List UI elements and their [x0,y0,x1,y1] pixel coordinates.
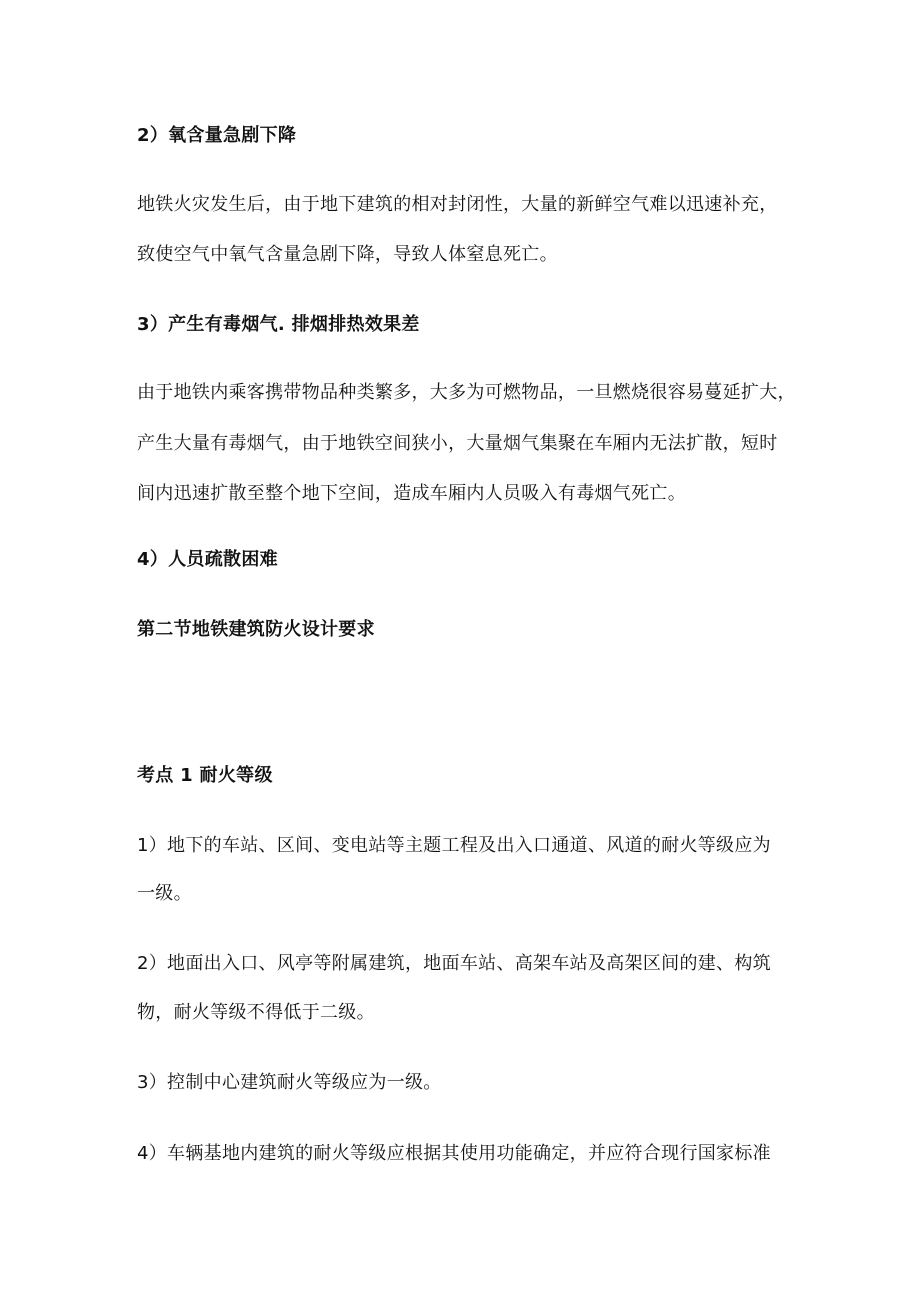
section-title: 第二节地铁建筑防火设计要求 [137,619,375,640]
heading-fire-rating: 考点 1 耐火等级 [137,765,273,786]
paragraph-line: 间内迅速扩散至整个地下空间，造成车厢内人员吸入有毒烟气死亡。 [137,483,686,504]
paragraph-line: 3）控制中心建筑耐火等级应为一级。 [137,1072,442,1093]
paragraph-line: 一级。 [137,883,192,904]
paragraph-line: 2）地面出入口、风亭等附属建筑，地面车站、高架车站及高架区间的建、构筑 [137,953,771,974]
paragraph-line: 由于地铁内乘客携带物品种类繁多，大多为可燃物品，一旦燃烧很容易蔓延扩大， [137,382,796,403]
paragraph-line: 地铁火灾发生后，由于地下建筑的相对封闭性，大量的新鲜空气难以迅速补充， [137,194,778,215]
heading-oxygen-drop: 2）氧含量急剧下降 [137,125,297,146]
paragraph-line: 产生大量有毒烟气，由于地铁空间狭小，大量烟气集聚在车厢内无法扩散，短时 [137,433,778,454]
heading-toxic-smoke: 3）产生有毒烟气. 排烟排热效果差 [137,314,420,335]
paragraph-line: 4）车辆基地内建筑的耐火等级应根据其使用功能确定，并应符合现行国家标准 [137,1143,771,1164]
paragraph-line: 1）地下的车站、区间、变电站等主题工程及出入口通道、风道的耐火等级应为 [137,835,771,856]
paragraph-line: 致使空气中氧气含量急剧下降，导致人体窒息死亡。 [137,244,558,265]
paragraph-line: 物，耐火等级不得低于二级。 [137,1002,375,1023]
heading-evacuation: 4）人员疏散困难 [137,549,278,570]
